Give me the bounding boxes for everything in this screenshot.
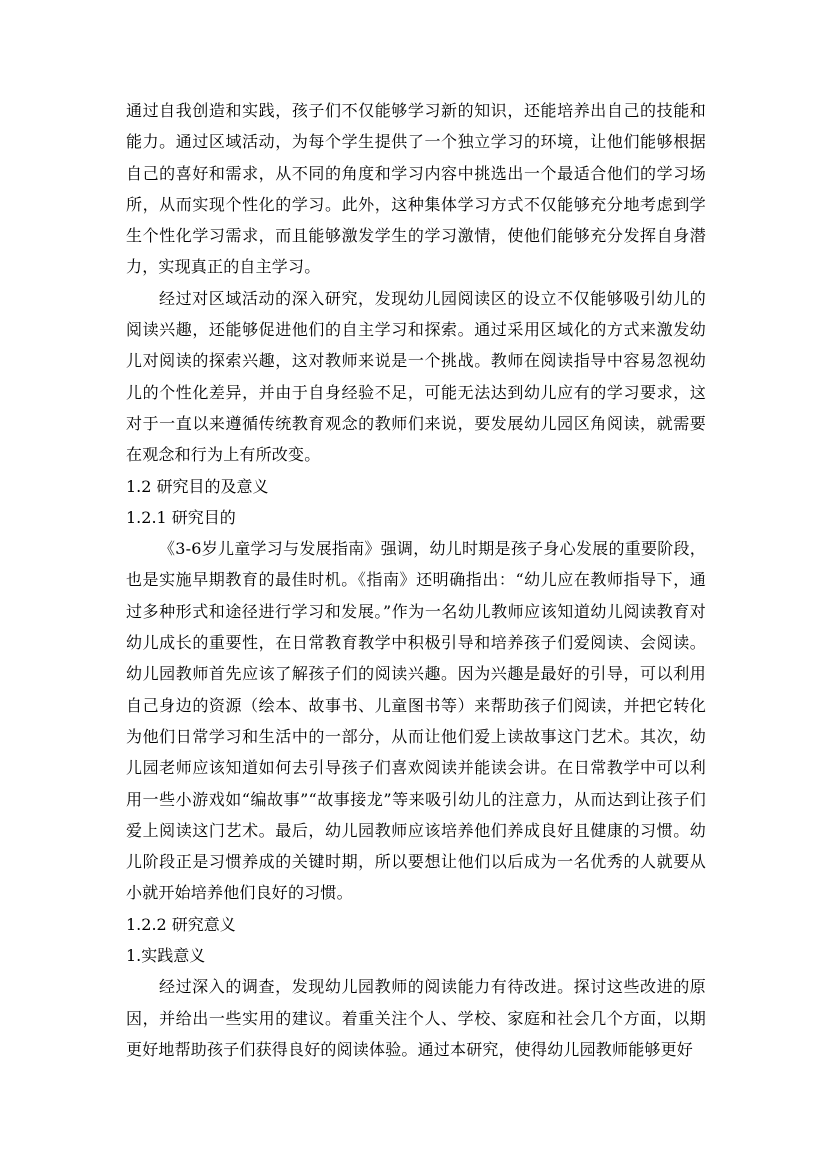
paragraph-3: 《3-6岁儿童学习与发展指南》强调，幼儿时期是孩子身心发展的重要阶段，也是实施早期教育的最佳时机。《指南》还明确指出：“幼儿应在教师指导下，通过多种形式和途径进行学习和发展。”作为一名幼儿教师应该知道幼儿阅读教育对幼儿成长的重要性，在日常教育教学中积极引导和培养孩子们爱阅读、会阅读。幼儿园教师首先应该了解孩子们的阅读兴趣。因为兴趣是最好的引导，可以利用自己身边的资源（绘本、故事书、儿童图书等）来帮助孩子们阅读，并把它转化为他们日常学习和生活中的一部分，从而让他们爱上读故事这门艺术。其次，幼儿园老师应该知道如何去引导孩子们喜欢阅读并能读会讲。在日常教学中可以利用一些小游戏如“编故事”“故事接龙”等来吸引幼儿的注意力，从而达到让孩子们爱上阅读这门艺术。最后，幼儿园教师应该培养他们养成良好且健康的习惯。幼儿阶段正是习惯养成的关键时期，所以要想让他们以后成为一名优秀的人就要从小就开始培养他们良好的习惯。 bbox=[126, 539, 706, 903]
section-heading-1-2-1: 1.2.1 研究目的 bbox=[126, 507, 236, 527]
paragraph-1: 通过自我创造和实践，孩子们不仅能够学习新的知识，还能培养出自己的技能和能力。通过区域活动，为每个学生提供了一个独立学习的环境，让他们能够根据自己的喜好和需求，从不同的角度和学习内容中挑选出一个最适合他们的学习场所，从而实现个性化的学习。此外，这种集体学习方式不仅能够充分地考虑到学生个性化学习需求，而且能够激发学生的学习激情，使他们能够充分发挥自身潜力，实现真正的自主学习。 bbox=[126, 101, 706, 277]
paragraph-2: 经过对区域活动的深入研究，发现幼儿园阅读区的设立不仅能够吸引幼儿的阅读兴趣，还能够促进他们的自主学习和探索。通过采用区域化的方式来激发幼儿对阅读的探索兴趣，这对教师来说是一个挑战。教师在阅读指导中容易忽视幼儿的个性化差异，并由于自身经验不足，可能无法达到幼儿应有的学习要求，这对于一直以来遵循传统教育观念的教师们来说，要发展幼儿园区角阅读，就需要在观念和行为上有所改变。 bbox=[126, 288, 706, 465]
section-heading-1-2: 1.2 研究目的及意义 bbox=[126, 476, 269, 496]
paragraph-4: 经过深入的调查，发现幼儿园教师的阅读能力有待改进。探讨这些改进的原因，并给出一些实用的建议。着重关注个人、学校、家庭和社会几个方面，以期更好地帮助孩子们获得良好的阅读体验。通过本研究，使得幼儿园教师能够更好 bbox=[126, 977, 706, 1059]
document-body bbox=[126, 95, 706, 1065]
section-heading-1-2-2: 1.2.2 研究意义 bbox=[126, 914, 236, 934]
subheading-practical-significance: 1.实践意义 bbox=[126, 946, 206, 966]
